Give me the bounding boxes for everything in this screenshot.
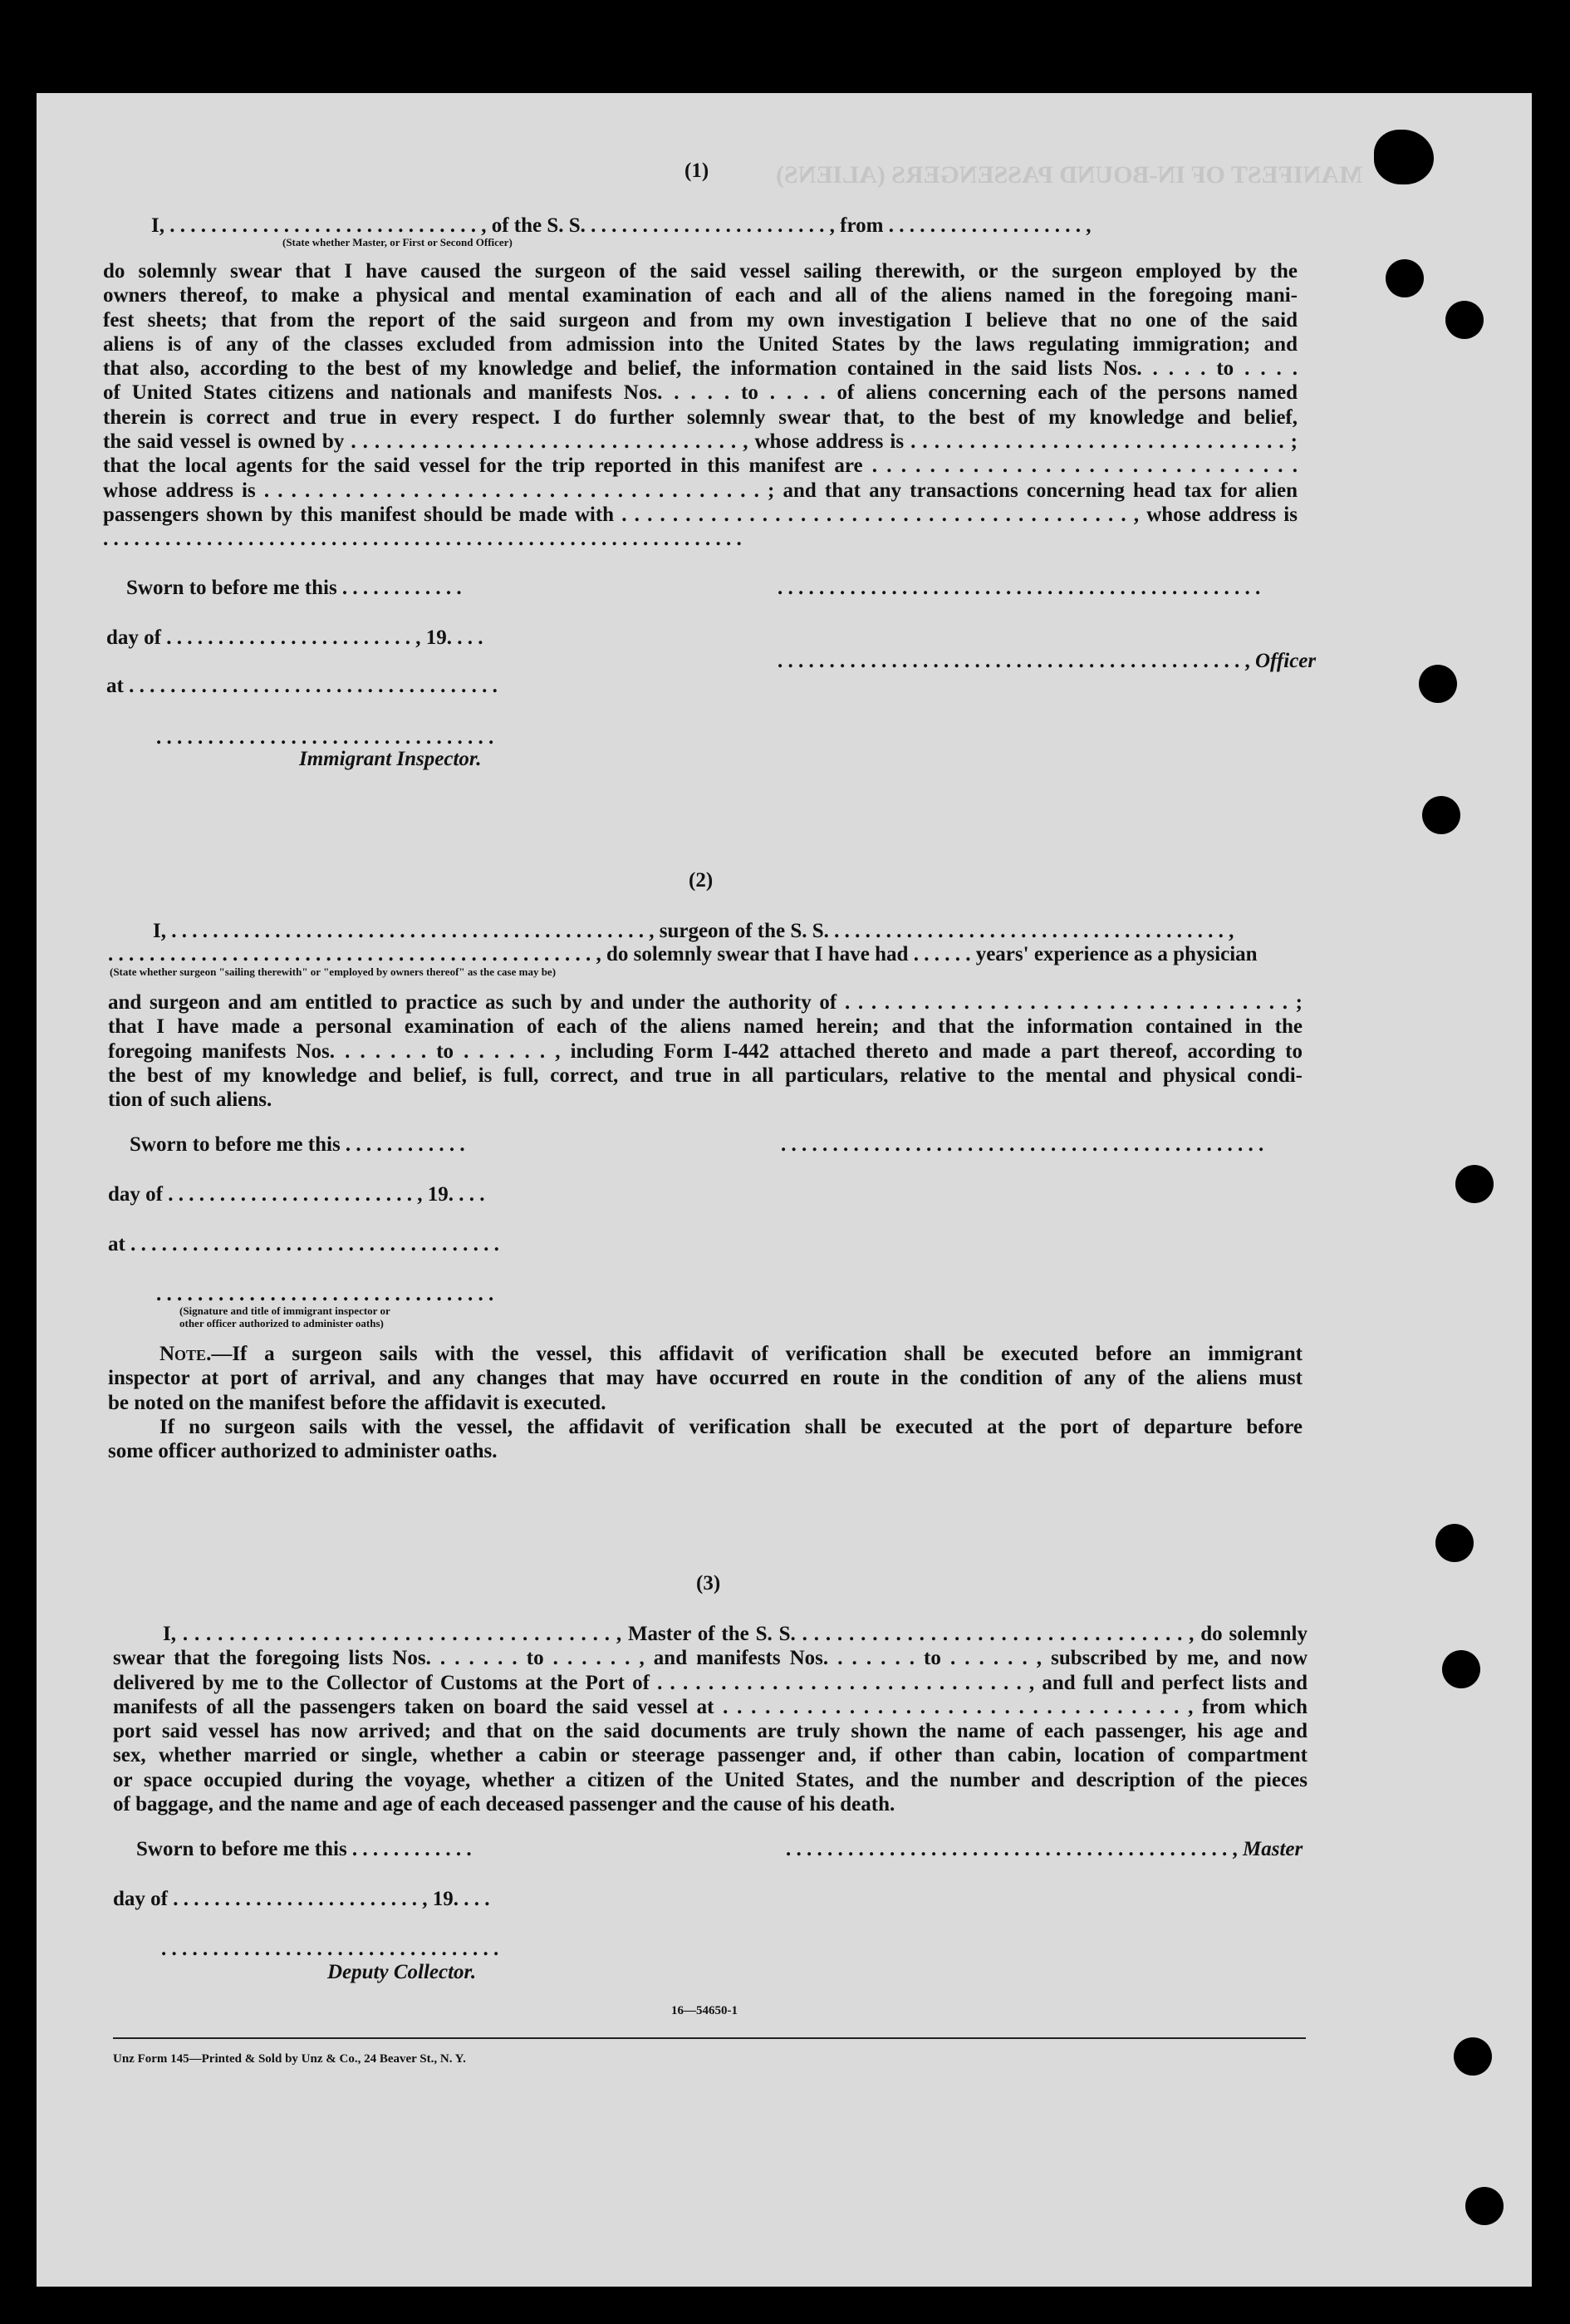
section-2-number: (2)	[689, 869, 714, 892]
section-2-paragraph: and surgeon and am entitled to practice as such by and under the authority of . . . . . . . . . . . . . . . . . . . . . . . . . . . . . . . . . . ; that I have made a personal examination of each of the aliens named herein; and that the information contained in the foregoing manifests Nos. . . . . . . to . . . . . . , including Form I-442 attached thereto and made a part thereof, according to the best of my knowledge and belief, is full, correct, and true in all particulars, relative to the mental and physical condi- tion of such aliens.	[108, 991, 1303, 1112]
section-1-at-line: at . . . . . . . . . . . . . . . . . . . . . . . . . . . . . . . . . . . .	[106, 675, 498, 697]
section-1-first-line: I, . . . . . . . . . . . . . . . . . . . . . . . . . . . . . . , of the S. S. . . . . . . . . . . . . . . . . . . . . . . . , from . . . . . . . . . . . . . . . . . . . ,	[151, 214, 1092, 237]
section-1-inspector-dots: . . . . . . . . . . . . . . . . . . . . . . . . . . . . . . . . .	[156, 726, 494, 749]
section-2-day-line: day of . . . . . . . . . . . . . . . . . . . . . . . . , 19. . . .	[108, 1183, 485, 1206]
section-1-officer-line	[778, 650, 1316, 673]
bleed-through-text: MANIFEST OF IN-BOUND PASSENGERS (ALIENS)	[776, 161, 1363, 189]
punch-hole	[1419, 665, 1457, 703]
punch-hole	[1455, 1165, 1494, 1203]
section-1-first-line-note: (State whether Master, or First or Second Officer)	[282, 236, 513, 248]
punch-hole	[1445, 301, 1484, 339]
section-2-at-line: at . . . . . . . . . . . . . . . . . . . . . . . . . . . . . . . . . . . .	[108, 1233, 499, 1255]
punch-hole	[1435, 1524, 1474, 1562]
note-label: Note.	[159, 1343, 212, 1365]
section-3-number: (3)	[696, 1572, 721, 1594]
punch-hole	[1422, 796, 1460, 834]
ink-blot	[1374, 130, 1434, 184]
punch-hole	[1465, 2187, 1504, 2225]
master-dots: . . . . . . . . . . . . . . . . . . . . . . . . . . . . . . . . . . . . . . . . . . . ,	[786, 1838, 1238, 1860]
section-2-second-line: . . . . . . . . . . . . . . . . . . . . . . . . . . . . . . . . . . . . . . . . . . . . . . . , do solemnly swear that I have had . . . . . . years' experience as a physician	[108, 943, 1258, 965]
section-3-paragraph: I, . . . . . . . . . . . . . . . . . . . . . . . . . . . . . . . . . . . . . , Master of the S. S. . . . . . . . . . . . . . . . . . . . . . . . . . . . . . . . . . , do solemnly swear that the foregoing lists Nos. . . . . . . to . . . . . . , and manifests Nos. . . . . . . to . . . . . . , subscribed by me, and now delivered by me to the Collector of Customs at the Port of . . . . . . . . . . . . . . . . . . . . . . . . . . . . . , and full and perfect lists and manifests of all the passengers taken on board the said vessel at . . . . . . . . . . . . . . . . . . . . . . . . . . . . . . . . . , from which port said vessel has now arrived; and that on the said documents are truly shown the name of each passenger, his age and sex, whether married or single, whether a cabin or steerage passenger and, if other than cabin, location of compartment or space occupied during the voyage, whether a citizen of the United States, and the number and description of the pieces of baggage, and the name and age of each deceased passenger and the cause of his death.	[113, 1623, 1308, 1816]
section-1-day-line: day of . . . . . . . . . . . . . . . . . . . . . . . . , 19. . . .	[106, 626, 483, 649]
section-1-inspector-label: Immigrant Inspector.	[299, 748, 482, 770]
section-1-right-signature-line: . . . . . . . . . . . . . . . . . . . . . . . . . . . . . . . . . . . . . . . . . . . . . . .	[778, 577, 1261, 599]
section-2-second-line-note: (State whether surgeon "sailing therewith" or "employed by owners thereof" as the case may be)	[110, 965, 557, 978]
form-code: 16—54650-1	[671, 2004, 738, 2017]
punch-hole	[1442, 1650, 1480, 1688]
section-1-paragraph: do solemnly swear that I have caused the surgeon of the said vessel sailing therewith, or the surgeon employed by the owners thereof, to make a physical and mental examination of each and all of the aliens named in the foregoing mani- fest sheets; that from the report of the said surgeon and from my own investigation I believe that no one of the said aliens is of any of the classes excluded from admission into the United States by the laws regulating immigration; and that also, according to the best of my knowledge and belief, the information contained in the said lists Nos. . . . . to . . . . of United States citizens and nationals and manifests Nos. . . . . to . . . . of aliens concerning each of the persons named therein is correct and true in every respect. I do further solemnly swear that, to the best of my knowledge and belief, the said vessel is owned by . . . . . . . . . . . . . . . . . . . . . . . . . . . . . . . . . , whose address is . . . . . . . . . . . . . . . . . . . . . . . . . . . . . . . . ; that the local agents for the said vessel for the trip reported in this manifest are . . . . . . . . . . . . . . . . . . . . . . . . . . . . . . whose address is . . . . . . . . . . . . . . . . . . . . . . . . . . . . . . . . . . . . . ; and that any transactions concerning head tax for alien passengers shown by this manifest should be made with . . . . . . . . . . . . . . . . . . . . . . . . . . . . . . . . . . . . . . . . , whose address is . . . . . . . . . . . . . . . . . . . . . . . . . . . . . . . . . . . . . . . . . . . . . . . . . . . . . . . . . . . . . .	[103, 260, 1298, 551]
section-3-day-line: day of . . . . . . . . . . . . . . . . . . . . . . . . , 19. . . .	[113, 1888, 490, 1910]
officer-label: Officer	[1255, 650, 1317, 672]
section-1-number: (1)	[684, 160, 709, 182]
footer-rule	[113, 2037, 1306, 2039]
section-1-sworn-line: Sworn to before me this . . . . . . . . . . . .	[126, 577, 462, 599]
punch-hole	[1454, 2037, 1492, 2076]
section-3-sworn-line: Sworn to before me this . . . . . . . . . . . .	[136, 1838, 472, 1860]
section-2-signature-note-1: (Signature and title of immigrant inspector or	[179, 1304, 390, 1317]
master-label: Master	[1243, 1838, 1303, 1860]
section-2-first-line: I, . . . . . . . . . . . . . . . . . . . . . . . . . . . . . . . . . . . . . . . . . . . . . . , surgeon of the S. S. . . . . . . . . . . . . . . . . . . . . . . . . . . . . . . . . . . . . . . ,	[153, 920, 1234, 942]
section-3-collector-dots: . . . . . . . . . . . . . . . . . . . . . . . . . . . . . . . . .	[161, 1938, 499, 1960]
section-3-master-line	[786, 1838, 1303, 1861]
officer-dots: . . . . . . . . . . . . . . . . . . . . . . . . . . . . . . . . . . . . . . . . . . . . . ,	[778, 650, 1250, 672]
section-2-sworn-line: Sworn to before me this . . . . . . . . . . . .	[130, 1133, 465, 1156]
punch-hole	[1386, 259, 1424, 297]
section-3-collector-label: Deputy Collector.	[327, 1961, 477, 1983]
section-2-signature-dots: . . . . . . . . . . . . . . . . . . . . . . . . . . . . . . . . .	[156, 1283, 494, 1305]
section-2-right-signature-line: . . . . . . . . . . . . . . . . . . . . . . . . . . . . . . . . . . . . . . . . . . . . . . .	[781, 1133, 1264, 1156]
section-2-note: Note.—If a surgeon sails with the vessel, this affidavit of verification shall be executed before an immigrant inspector at port of arrival, and any changes that may have occurred en route in the condition of any of the aliens must be noted on the manifest before the affidavit is executed. If no surgeon sails with the vessel, the affidavit of verification shall be executed at the port of departure before some officer authorized to administer oaths.	[108, 1343, 1303, 1463]
printer-footer: Unz Form 145—Printed & Sold by Unz & Co., 24 Beaver St., N. Y.	[113, 2052, 466, 2066]
section-2-signature-note-2: other officer authorized to administer oaths)	[179, 1317, 384, 1329]
document-page	[37, 93, 1532, 2287]
